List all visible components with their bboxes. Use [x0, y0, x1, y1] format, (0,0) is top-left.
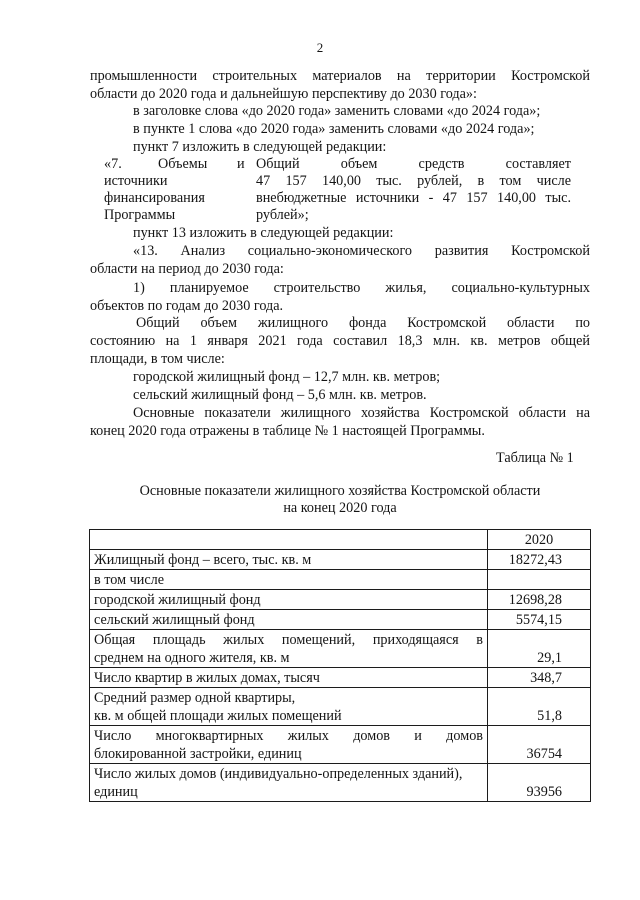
table-row [90, 590, 591, 610]
row-label: Число жилых домов (индивидуально-определенных зданий), единиц [90, 764, 488, 802]
item7-word: финансирования [104, 190, 205, 206]
row-label: Число квартир в жилых домах, тысяч [90, 668, 488, 688]
row-value: 12698,28 [488, 590, 591, 610]
text-line: состоянию на 1 января 2021 года составил 18,3 млн. кв. метров общей [90, 333, 590, 349]
text-line: 1) планируемое строительство жилья, социально-культурных [133, 280, 590, 296]
text-line: в пункте 1 слова «до 2020 года» заменить словами «до 2024 года»; [133, 121, 535, 137]
table-title: Основные показатели жилищного хозяйства Костромской области [139, 483, 541, 499]
text-line: пункт 13 изложить в следующей редакции: [133, 225, 394, 241]
row-value: 5574,15 [488, 610, 591, 630]
table-row [90, 764, 591, 802]
table-row [90, 610, 591, 630]
text-line: пункт 7 изложить в следующей редакции: [133, 139, 387, 155]
text-line: площади, в том числе: [90, 351, 225, 367]
item7-word: Программы [104, 207, 176, 223]
year-header: 2020 [488, 530, 591, 550]
row-value: 93956 [488, 764, 591, 802]
row-label: сельский жилищный фонд [90, 610, 488, 630]
row-label: городской жилищный фонд [90, 590, 488, 610]
text-line: объектов по годам до 2030 года. [90, 298, 284, 314]
item7-word: и [237, 156, 245, 172]
item7-text-line: Общий объем средств составляет [256, 156, 571, 172]
row-value: 51,8 [488, 688, 591, 726]
item7-word: Объемы [158, 156, 208, 172]
row-value: 36754 [488, 726, 591, 764]
item7-text-line: внебюджетные источники - 47 157 140,00 тыс. [256, 190, 571, 206]
row-label: Средний размер одной квартиры, кв. м общей площади жилых помещений [90, 688, 488, 726]
row-label: Общая площадь жилых помещений, приходящаяся в среднем на одного жителя, кв. м [90, 630, 488, 668]
text-line: «13. Анализ социально-экономического развития Костромской [133, 243, 590, 259]
text-line: Общий объем жилищного фонда Костромской области по [136, 315, 590, 331]
text-line: конец 2020 года отражены в таблице № 1 настоящей Программы. [90, 423, 485, 439]
table-header-row [90, 530, 591, 550]
table-cell [90, 530, 488, 550]
text-line: сельский жилищный фонд – 5,6 млн. кв. метров. [133, 387, 427, 403]
row-value: 29,1 [488, 630, 591, 668]
item7-text-line: 47 157 140,00 тыс. рублей, в том числе [256, 173, 571, 189]
table-row [90, 550, 591, 570]
table-row [90, 570, 591, 590]
text-line: в заголовке слова «до 2020 года» заменить словами «до 2024 года»; [133, 103, 541, 119]
table-subtitle: на конец 2020 года [283, 500, 397, 516]
item7-word: источники [104, 173, 168, 189]
item7-text-line: рублей»; [256, 207, 309, 223]
item7-number: «7. [104, 156, 122, 172]
page-number: 2 [316, 40, 324, 55]
row-label: Число многоквартирных жилых домов и домов блокированной застройки, единиц [90, 726, 488, 764]
row-value [488, 570, 591, 590]
text-line: области до 2020 года и дальнейшую перспективу до 2030 года»: [90, 86, 477, 102]
row-label: в том числе [90, 570, 488, 590]
text-line: Основные показатели жилищного хозяйства Костромской области на [133, 405, 590, 421]
text-line: промышленности строительных материалов на территории Костромской [90, 68, 590, 84]
table-row [90, 630, 591, 668]
row-value: 18272,43 [488, 550, 591, 570]
table-row [90, 688, 591, 726]
table-row [90, 726, 591, 764]
row-value: 348,7 [488, 668, 591, 688]
table-row [90, 668, 591, 688]
text-line: области на период до 2030 года: [90, 261, 284, 277]
table-label: Таблица № 1 [496, 450, 574, 466]
row-label: Жилищный фонд – всего, тыс. кв. м [90, 550, 488, 570]
housing-indicators-table [89, 529, 591, 802]
text-line: городской жилищный фонд – 12,7 млн. кв. метров; [133, 369, 441, 385]
